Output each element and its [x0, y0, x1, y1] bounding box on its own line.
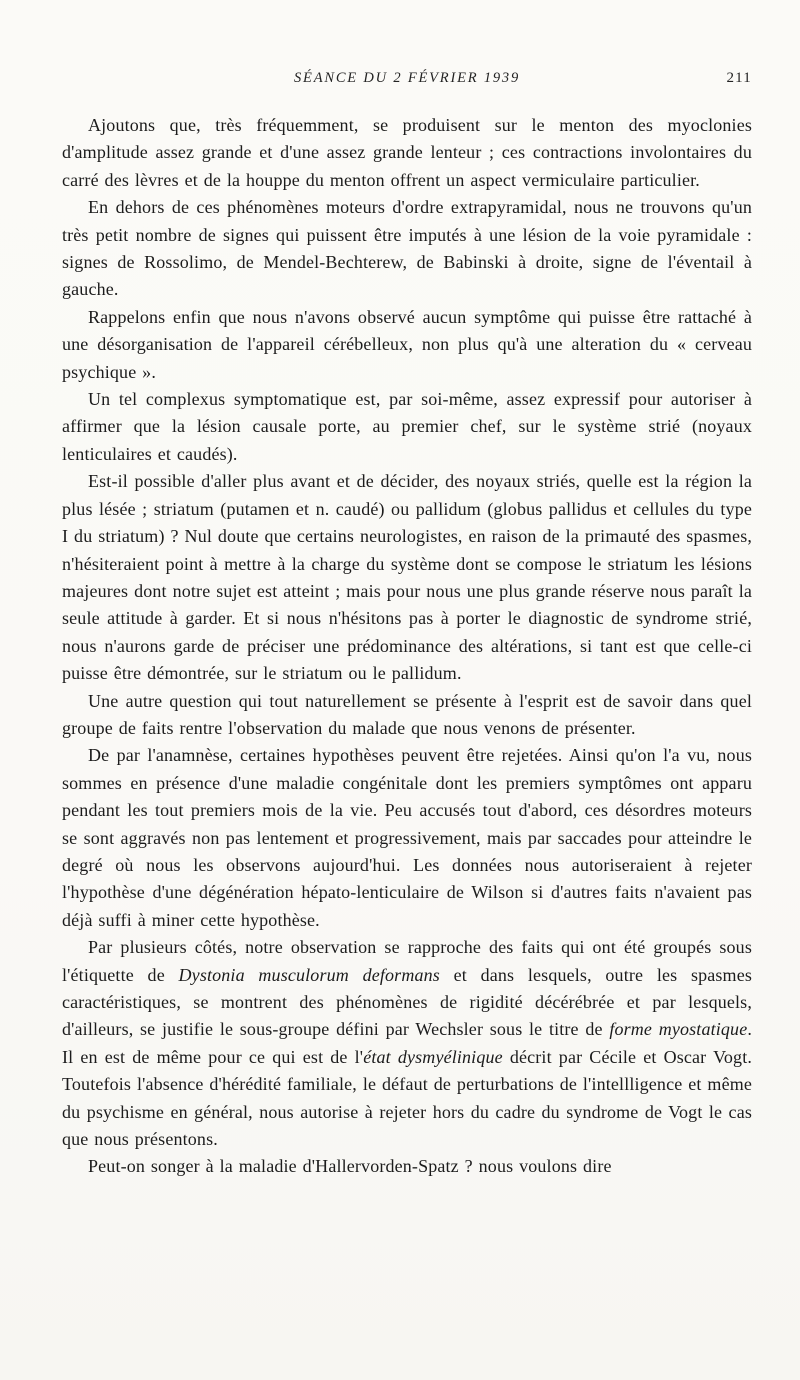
paragraph — [62, 194, 752, 304]
text-run: Est-il possible d'aller plus avant et de décider, des noyaux striés, quelle est la région la plus lésée ; striatum (putamen et n. caudé) ou pallidum (globus pallidus et cellules du type I du striatum) ? Nul doute que certains neurologistes, en raison de la primauté des spasmes, n'hésiteraient point à mettre à la charge du système dont se compose le striatum les lésions majeures dont notre sujet est atteint ; mais pour nous une plus grande réserve nous paraît la seule attitude à garder. Et si nous n'hésitons pas à porter le diagnostic de syndrome strié, nous n'aurons garde de préciser une prédominance des altérations, si tant est que celle-ci puisse être démontrée, sur le striatum ou le pallidum. — [62, 471, 752, 684]
italic-text-run: forme myostatique — [609, 1019, 748, 1040]
text-run: Peut-on songer à la maladie d'Hallervorden-Spatz ? nous voulons dire — [88, 1156, 612, 1177]
text-run: De par l'anamnèse, certaines hypothèses peuvent être rejetées. Ainsi qu'on l'a vu, nous sommes en présence d'une maladie congénitale dont les premiers symptômes ont apparu pendant les tout premiers mois de la vie. Peu accusés tout d'abord, ces désordres moteurs se sont aggravés non pas lentement et progressivement, mais par saccades pour atteindre le degré où nous les observons aujourd'hui. Les données nous autoriseraient à rejeter l'hypothèse d'une dégénération hépato-lenticulaire de Wilson si d'autres faits n'avaient pas déjà suffi à miner cette hypothèse. — [62, 745, 752, 930]
page-body — [62, 112, 752, 1181]
paragraph — [62, 386, 752, 468]
text-run: Ajoutons que, très fréquemment, se produisent sur le menton des myoclonies d'amplitude assez grande et d'une assez grande lenteur ; ces contractions involontaires du carré des lèvres et de la houppe du menton offrent un aspect vermiculaire particulier. — [62, 115, 752, 190]
text-run: Un tel complexus symptomatique est, par soi-même, assez expressif pour autoriser à affirmer que la lésion causale porte, au premier chef, sur le système strié (noyaux lenticulaires et caudés). — [62, 389, 752, 464]
paragraph — [62, 468, 752, 687]
italic-text-run: état dysmyélinique — [363, 1046, 503, 1067]
paragraph — [62, 112, 752, 194]
paragraph — [62, 742, 752, 934]
page-header — [62, 70, 752, 96]
paragraph — [62, 304, 752, 386]
text-run: décrit par Cécile et Oscar Vogt. Toutefois l'absence d'hérédité familiale, le défaut de perturbations de l'intellligence et même du psychisme en général, nous autorise à rejeter hors du cadre du syndrome de Vogt le cas que nous présentons. — [62, 1046, 752, 1150]
text-run: et dans lesquels, outre les spasmes caractéristiques, se montrent des phénomènes de rigidité décérébrée et par lesquels, d'ailleurs, se justifie le sous-groupe défini par Wechsler sous le titre de — [62, 964, 752, 1040]
paragraph — [62, 1153, 752, 1180]
text-run: Rappelons enfin que nous n'avons observé aucun symptôme qui puisse être rattaché à une désorganisation de l'appareil cérébelleux, non plus qu'à une alteration du « cerveau psychique ». — [62, 306, 752, 382]
text-run: Une autre question qui tout naturellement se présente à l'esprit est de savoir dans quel groupe de faits rentre l'observation du malade que nous venons de présenter. — [62, 690, 752, 738]
text-run: En dehors de ces phénomènes moteurs d'ordre extrapyramidal, nous ne trouvons qu'un très petit nombre de signes qui puissent être imputés à une lésion de la voie pyramidale : signes de Rossolimo, de Mendel-Bechterew, de Babinski à droite, signe de l'éventail à gauche. — [62, 197, 752, 300]
text-run: . Il en est de même pour ce qui est de l' — [62, 1019, 753, 1067]
running-title: SÉANCE DU 2 FÉVRIER 1939 — [293, 70, 521, 86]
italic-text-run: Dystonia musculorum deformans — [178, 964, 440, 985]
paragraph — [62, 688, 752, 743]
text-run: Par plusieurs côtés, notre observation se rapproche des faits qui ont été groupés sous l'étiquette de — [62, 937, 752, 985]
page-number: 211 — [726, 70, 752, 86]
paragraph — [62, 934, 752, 1153]
